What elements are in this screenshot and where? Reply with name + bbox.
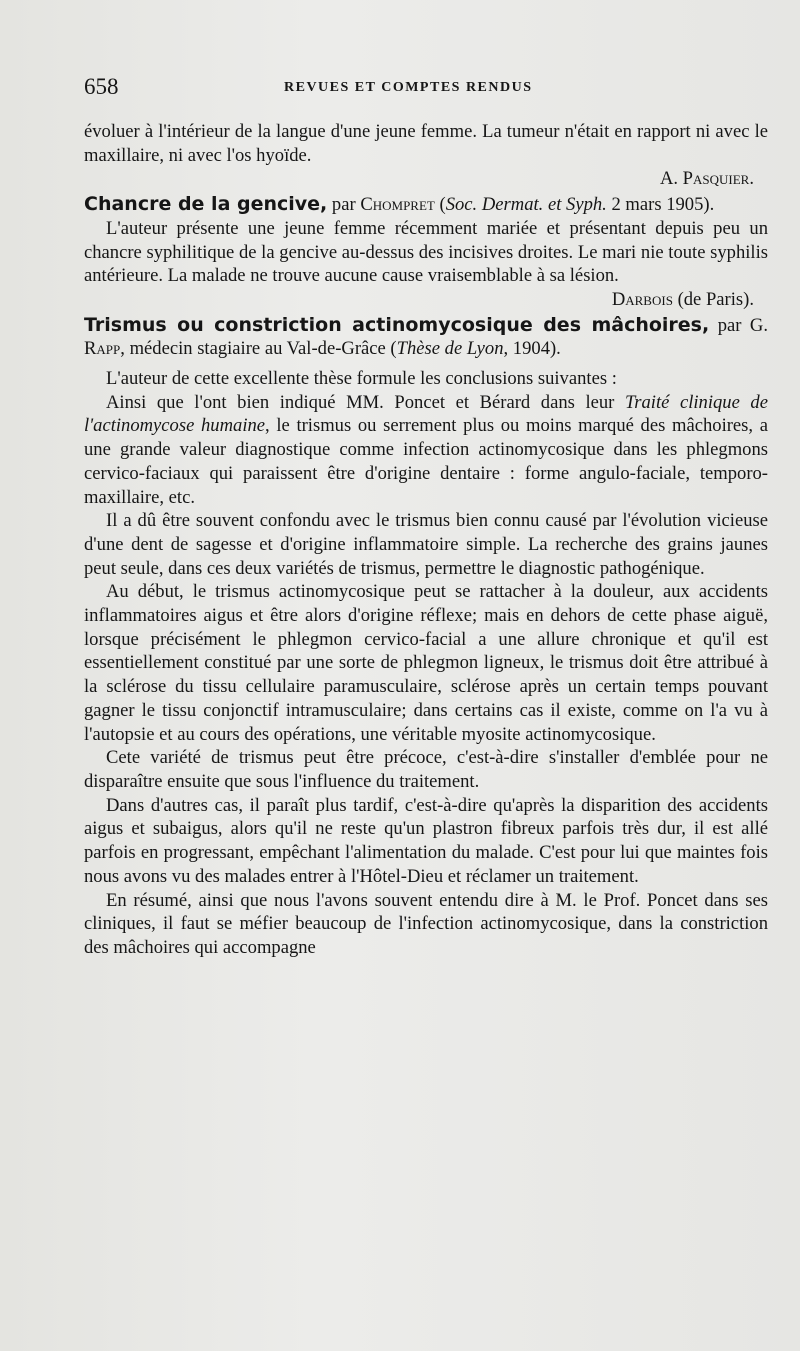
paragraph-6: Dans d'autres cas, il paraît plus tardif, c'est-à-dire qu'après la disparition des accidents aigus et subaigus, alors qu'il ne reste qu'un plastron fibreux parfois très dur, il est allé parfois en progressant, empêchant l'alimentation du malade. C'est pour lui que maintes fois nous avons vu des malades entrer à l'Hôtel-Dieu et réclamer un traitement. bbox=[84, 794, 768, 887]
paragraph-5: Cete variété de trismus peut être précoce, c'est-à-dire s'installer d'emblée pour ne disparaître ensuite que sous l'influence du traitement. bbox=[84, 747, 768, 792]
signature-darbois bbox=[84, 288, 768, 312]
page-number: 658 bbox=[84, 74, 119, 99]
signature-initial: A. bbox=[659, 168, 683, 190]
paragraph-2-end: , le trismus ou serrement plus ou moins marqué des mâchoires, a une grande valeur diagnostique comme infection actinomycosique dans les phlegmons cervico-faciaux qui paraissent être d'origine dentaire : forme angulo-faciale, temporo-maxillaire, etc. bbox=[84, 415, 768, 508]
paragraph-intro: évoluer à l'intérieur de la langue d'une jeune femme. La tumeur n'était en rapport ni avec le maxillaire, ni avec l'os hyoïde. bbox=[84, 121, 768, 166]
entry-date: , 1904). bbox=[503, 338, 561, 360]
entry-role: , médecin stagiaire au Val-de-Grâce ( bbox=[120, 338, 397, 360]
entry-title: Trismus ou constriction actinomycosique des mâchoires, bbox=[84, 313, 710, 336]
entry-source: Thèse de Lyon bbox=[396, 338, 504, 360]
entry-by: par G. bbox=[709, 314, 768, 336]
entry-by: par bbox=[327, 194, 361, 216]
entry-author: Rapp bbox=[84, 338, 121, 360]
entry-chancre-heading bbox=[84, 193, 768, 217]
entry-title: Chancre de la gencive, bbox=[84, 193, 328, 216]
entry-trismus-heading bbox=[84, 314, 768, 361]
paragraph-3: Il a dû être souvent confondu avec le trismus bien connu causé par l'évolution vicieuse d'une dent de sagesse et d'origine inflammatoire simple. La recherche des grains jaunes peut seule, dans ces deux variétés de trismus, permettre le diagnostic pathogénique. bbox=[84, 510, 768, 579]
signature-name: Darbois bbox=[611, 288, 673, 310]
body-text bbox=[84, 120, 768, 960]
page-header bbox=[84, 74, 774, 108]
paragraph-2 bbox=[84, 391, 768, 510]
signature-pasquier bbox=[84, 167, 768, 191]
entry-date: 2 mars 1905). bbox=[606, 194, 715, 216]
paragraph-2-start: Ainsi que l'ont bien indiqué MM. Poncet et Bérard dans leur bbox=[106, 391, 625, 413]
paragraph-chancre: L'auteur présente une jeune femme récemment mariée et présentant depuis peu un chancre syphilitique de la gencive au-dessus des incisives droites. Le mari nie toute syphilis antérieure. La malade ne trouve aucune cause vraisemblable à sa lésion. bbox=[84, 217, 768, 287]
paragraph-1: L'auteur de cette excellente thèse formule les conclusions suivantes : bbox=[106, 368, 617, 390]
paragraph-4: Au début, le trismus actinomycosique peut se rattacher à la douleur, aux accidents inflammatoires aigus et être alors d'origine réflexe; mais en dehors de cette phase aiguë, lorsque précisément le phlegmon cervico-facial a une allure chronique et qu'il est essentiellement constitué par une sorte de phlegmon ligneux, le trismus doit être attribué à la sclérose du tissu cellulaire paramusculaire, sclérose après un certain temps pouvant gagner le tissu conjonctif intramusculaire; dans certains cas il existe, comme on l'a vu à l'autopsie et au cours des opérations, une véritable myosite actinomycosique. bbox=[84, 581, 768, 745]
entry-source: Soc. Dermat. et Syph. bbox=[445, 194, 607, 216]
entry-author: Chompret bbox=[360, 194, 435, 216]
signature-name: Pasquier. bbox=[682, 168, 754, 190]
paragraph-7: En résumé, ainsi que nous l'avons souvent entendu dire à M. le Prof. Poncet dans ses cliniques, il faut se méfier beaucoup de l'infection actinomycosique, dans la constriction des mâchoires qui accompagne bbox=[84, 889, 768, 958]
entry-source-open: ( bbox=[434, 194, 446, 216]
signature-place: (de Paris). bbox=[672, 288, 754, 310]
running-head: REVUES ET COMPTES RENDUS bbox=[284, 80, 533, 95]
book-title: Traité clinique de l'actinomycose humaine bbox=[84, 391, 768, 437]
